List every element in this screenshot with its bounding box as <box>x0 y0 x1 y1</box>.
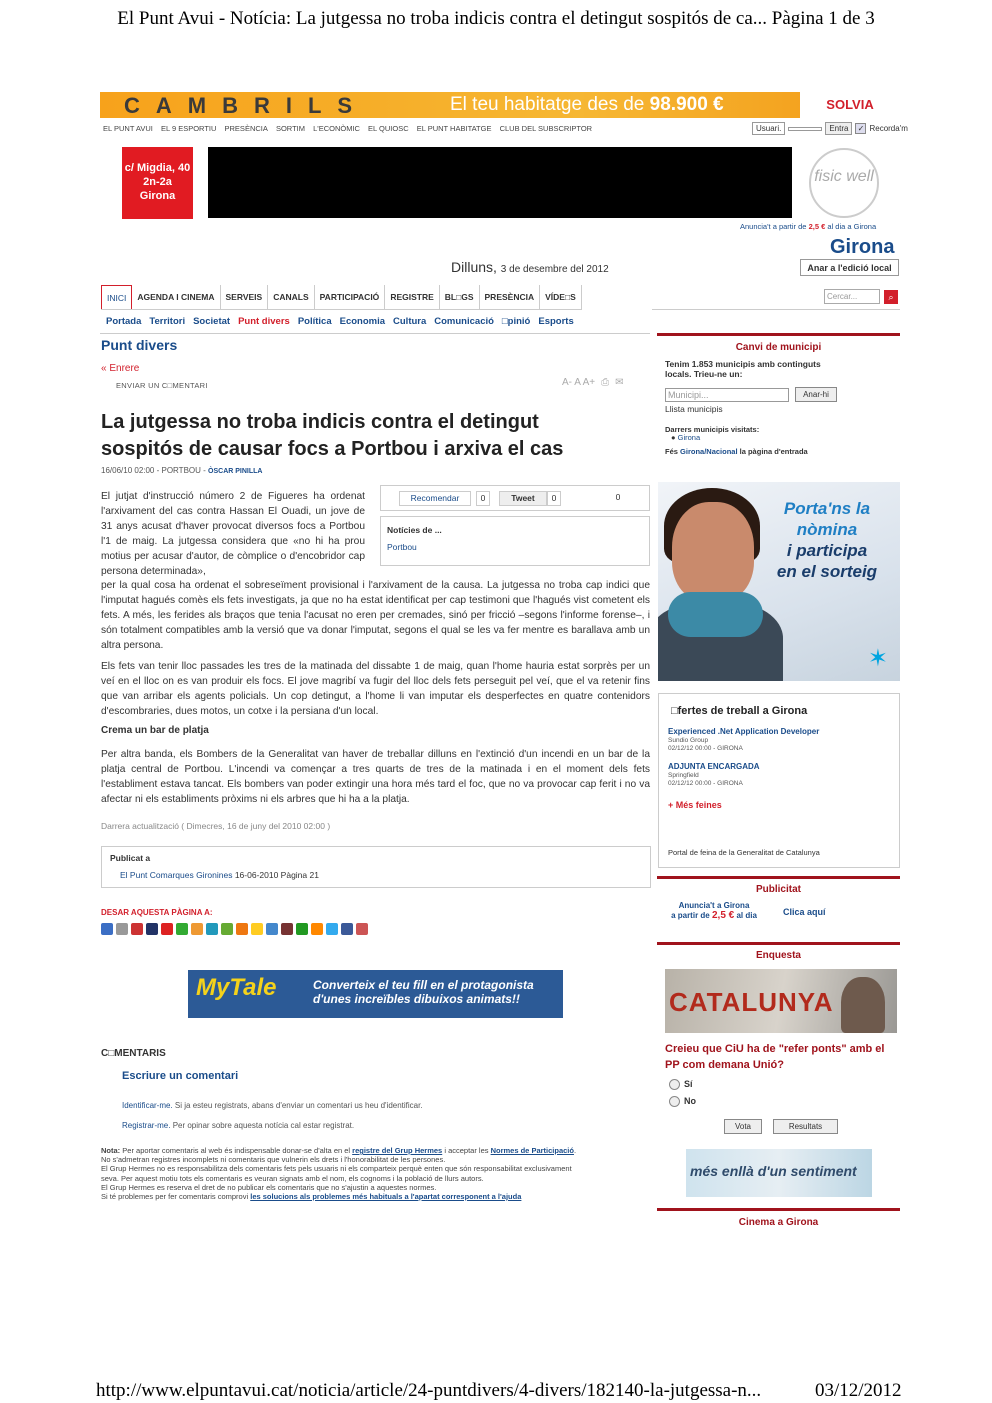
clica-aqui-link[interactable]: Clica aquí <box>783 907 826 917</box>
nav-blogs[interactable]: BL□GS <box>440 285 480 309</box>
login-bar <box>752 122 908 135</box>
meneame-icon[interactable] <box>161 923 173 935</box>
publicitat-title: Publicitat <box>755 884 801 895</box>
newsvine-icon[interactable] <box>281 923 293 935</box>
poll-option-si[interactable]: Sí <box>669 1079 693 1090</box>
job-1-title[interactable]: Experienced .Net Application Developer <box>668 727 820 736</box>
wikio-icon[interactable] <box>311 923 323 935</box>
related-news-title: Notícies de ... <box>387 525 442 535</box>
subnav-puntdivers[interactable]: Punt divers <box>238 316 290 327</box>
related-news-link[interactable]: Portbou <box>387 542 417 552</box>
share-count: 0 <box>615 492 621 502</box>
subnav-opinio[interactable]: □pinió <box>501 316 531 327</box>
cinema-title: Cinema a Girona <box>738 1217 819 1228</box>
recommend-button[interactable]: Recomendar <box>399 491 471 506</box>
remember-checkbox[interactable]: ✓ <box>855 123 866 134</box>
job-2-date: 02/12/12 00:00 - GIRONA <box>668 780 743 787</box>
mytale-logo: MyTale <box>196 974 277 1001</box>
write-comment-link[interactable]: Escriure un comentari <box>122 1070 239 1082</box>
anuncia-top-text[interactable]: Anuncia't a partir de 2,5 € al dia a Girona <box>740 222 877 231</box>
published-source: El Punt Comarques Gironines 16-06-2010 Pàgina 21 <box>120 870 319 880</box>
anar-hi-button[interactable]: Anar-hi <box>795 387 837 402</box>
other-share-icon[interactable] <box>356 923 368 935</box>
topnav-el9esportiu[interactable]: EL 9 ESPORTIU <box>160 124 217 133</box>
article-tools <box>562 377 623 388</box>
yahoo-icon[interactable] <box>251 923 263 935</box>
article-paragraph-3: Per altra banda, els Bombers de la Generalitat van haver de treballar dilluns en l'extinció d'un incendi en un bar de la platja central de Portbou. L'incendi va començar a tres quarts de tres de la matinada i en el moment dels fets l'establiment estava tancat. Els bombers van poder extingir una hora més tard el foc, que no va provocar cap ferit i no va afectar ni els establiments pròxims ni els arbres que hi ha a la platja. <box>101 749 650 805</box>
nav-participacio[interactable]: PARTICIPACIÓ <box>315 285 386 309</box>
address-ad-line1: c/ Migdia, 40 <box>124 162 191 174</box>
subnav-portada[interactable]: Portada <box>106 316 142 327</box>
subnav-economia[interactable]: Economia <box>339 316 386 327</box>
article-paragraph-2: Els fets van tenir lloc passades les tres de la matinada del dissabte 1 de maig, quan l'home hauria estat sorprès per un veí en el lloc on es van produir els focs. El jove magribí va fugir del lloc dels fets perseguit pel veí, que el va retenir fins que van arribar els agents policials. Un cop detingut, a l'home li van imputar els desperfectes en quatre contenidors d'escombraries, dues motos, un cotxe i la persiana d'un local. <box>101 661 650 717</box>
bookmark-icon[interactable] <box>116 923 128 935</box>
live-icon[interactable] <box>206 923 218 935</box>
username-input[interactable]: Usuari. <box>752 122 785 135</box>
banner-brand: CAMBRILS <box>124 93 369 118</box>
article-subhead: Crema un bar de platja <box>101 725 209 736</box>
password-input[interactable] <box>788 127 822 131</box>
subnav-territori[interactable]: Territori <box>149 316 186 327</box>
normes-link[interactable]: Normes de Participació <box>490 1146 574 1155</box>
published-label: Publicat a <box>110 853 151 863</box>
comments-heading: C□MENTARIS <box>101 1048 166 1059</box>
sentiment-ad[interactable]: més enllà d'un sentiment <box>686 1149 872 1197</box>
share-box <box>380 485 650 511</box>
cambrils-banner-ad[interactable] <box>100 92 900 118</box>
print-footer-url: http://www.elpuntavui.cat/noticia/article/24-puntdivers/4-divers/182140-la-jutgessa-n... <box>96 1380 762 1401</box>
delicious-icon[interactable] <box>146 923 158 935</box>
print-footer-date: 03/12/2012 <box>815 1380 902 1401</box>
job-1-company: Sundio Group <box>668 737 709 744</box>
login-button[interactable]: Entra <box>825 122 852 135</box>
remember-label: Recorda'm <box>869 124 908 133</box>
last-updated: Darrera actualització ( Dimecres, 16 de juny del 2010 02:00 ) <box>101 821 331 831</box>
municipi-text: Tenim 1.853 municipis amb continguts locals. Trieu-ne un: <box>665 359 821 379</box>
jobs-footer[interactable]: Portal de feina de la Generalitat de Catalunya <box>668 848 820 857</box>
twitter-icon[interactable] <box>326 923 338 935</box>
article-paragraph-1: per la qual cosa ha ordenat el sobreseïment provisional i l'arxivament de la causa. La jutgessa no troba cap indici que l'imputat hagués comès els fets investigats, ja que no ha estat identificat per cap testimoni que l'hagués vist cometent els fets. A més, les ferides als braços que tenia l'acusat no eren per cremades, sinó per fricció –segons l'informe forense–, i són totalment compatibles amb la versió que va donar l'imputat, segons el qual se les va fer mentre es barallava amb un altra persona. <box>101 580 650 651</box>
related-news-box <box>380 516 650 566</box>
topnav-presencia[interactable]: PRESÈNCIA <box>224 124 268 133</box>
registre-link[interactable]: registre del Grup Hermes <box>352 1146 443 1155</box>
subnav-societat[interactable]: Societat <box>193 316 231 327</box>
job-2-company: Springfield <box>668 772 699 779</box>
identify-row: Identificar-me. Si ja esteu registrats, abans d'enviar un comentari us heu d'identificar. <box>122 1101 423 1110</box>
sub-nav <box>106 316 574 327</box>
poll-radio-no[interactable] <box>669 1096 680 1107</box>
subnav-esports[interactable]: Esports <box>538 316 574 327</box>
topnav-quiosc[interactable]: EL QUIOSC <box>368 124 409 133</box>
nav-registre[interactable]: REGISTRE <box>385 285 439 309</box>
nav-videos[interactable]: VÍDE□S <box>540 285 582 309</box>
published-source-link[interactable]: El Punt Comarques Gironines <box>120 870 233 880</box>
municipi-input[interactable]: Municipi... <box>665 388 789 402</box>
municipis-list-link[interactable]: Llista municipis <box>665 404 723 414</box>
nav-serveis[interactable]: SERVEIS <box>221 285 269 309</box>
topnav-club[interactable]: CLUB DEL SUBSCRIPTOR <box>499 124 593 133</box>
address-ad[interactable] <box>122 147 193 219</box>
topnav-economic[interactable]: L'ECONÒMIC <box>313 124 360 133</box>
visited-label: Darrers municipis visitats: <box>665 425 760 434</box>
top-nav <box>103 124 598 133</box>
address-ad-line2: 2n-2a <box>143 176 172 188</box>
mytale-banner-ad[interactable] <box>188 970 563 1018</box>
poll-option-no[interactable]: No <box>669 1096 696 1107</box>
poll-question: Creieu que CiU ha de "refer ponts" amb el PP com demana Unió? <box>665 1043 885 1071</box>
recommend-count: 0 <box>476 491 490 506</box>
article-intro: El jutjat d'instrucció número 2 de Figueres ha ordenat l'arxivament del cas contra Hassan El Ouadi, un jove de 31 anys acusat d'haver provocat diversos focs a Portbou l'1 de maig. La jutgessa considera que «no hi ha prou motius per acusar d'autor, de còmplice o d'encobridor cap persona determinada», <box>101 491 365 577</box>
caixa-ad-text: Porta'ns la nòmina i participa en el sorteig <box>776 499 878 581</box>
nav-canals[interactable]: CANALS <box>268 285 314 309</box>
enquesta-title: Enquesta <box>755 950 801 961</box>
register-row: Registrar-me. Per opinar sobre aquesta notícia cal estar registrat. <box>122 1121 355 1130</box>
reddit-icon[interactable] <box>236 923 248 935</box>
current-date: Dilluns, 3 de desembre del 2012 <box>451 259 609 275</box>
blinklist-icon[interactable] <box>266 923 278 935</box>
font-size-controls[interactable]: A- A A+ <box>562 377 596 388</box>
header-banner-ad[interactable] <box>208 147 792 218</box>
jobs-box <box>658 693 900 868</box>
section-title: Punt divers <box>101 337 178 353</box>
back-link[interactable]: « Enrere <box>101 363 140 374</box>
social-bookmark-icons <box>101 923 368 935</box>
article-headline: La jutgessa no troba indicis contra el detingut sospitós de causar focs a Portbou i arxiva el cas <box>101 411 564 460</box>
job-1-date: 02/12/12 00:00 - GIRONA <box>668 745 743 752</box>
edition-city: Girona <box>830 236 895 258</box>
poll-radio-si[interactable] <box>669 1079 680 1090</box>
facebook-icon[interactable] <box>341 923 353 935</box>
technorati-icon[interactable] <box>176 923 188 935</box>
search-icon[interactable]: ⌕ <box>884 290 898 304</box>
topnav-sortim[interactable]: SORTIM <box>275 124 305 133</box>
results-button[interactable]: Resultats <box>773 1119 838 1134</box>
author-link[interactable]: ÒSCAR PINILLA <box>208 468 263 475</box>
subnav-cultura[interactable]: Cultura <box>393 316 427 327</box>
search-input[interactable]: Cercar... <box>824 289 880 304</box>
jobs-title: □fertes de treball a Girona <box>671 705 808 717</box>
published-box <box>101 846 651 888</box>
mytale-text: Converteix el teu fill en el protagonista d'unes increïbles dibuixos animats!! <box>313 978 534 1006</box>
print-icon[interactable]: ⎙ <box>601 377 610 388</box>
print-header: El Punt Avui - Notícia: La jutgessa no troba indicis contra el detingut sospitós de ca... Pàgina 1 de 3 <box>117 8 875 29</box>
stumble-icon[interactable] <box>191 923 203 935</box>
topnav-elpuntavui[interactable]: EL PUNT AVUI <box>103 124 153 133</box>
subnav-comunicacio[interactable]: Comunicació <box>434 316 494 327</box>
identify-link[interactable]: Identificar-me. <box>122 1101 173 1110</box>
tweet-button[interactable]: Tweet <box>499 491 547 506</box>
tweet-count: 0 <box>547 491 561 506</box>
subnav-politica[interactable]: Política <box>297 316 332 327</box>
set-homepage: Fés Girona/Nacional la pàgina d'entrada <box>665 447 808 456</box>
municipi-title: Canvi de municipi <box>735 342 822 353</box>
search-bar <box>824 289 898 304</box>
set-homepage-link[interactable]: Girona/Nacional <box>680 447 738 456</box>
visited-girona-link[interactable]: Girona <box>677 433 701 442</box>
local-edition-button[interactable]: Anar a l'edició local <box>800 259 899 276</box>
fisicwell-logo[interactable]: fisic well <box>809 148 879 218</box>
caixa-nomina-ad[interactable] <box>658 482 900 681</box>
email-icon[interactable]: ✉ <box>615 377 624 388</box>
nav-inici[interactable]: INICI <box>101 285 132 309</box>
fresqui-icon[interactable] <box>296 923 308 935</box>
nav-agenda[interactable]: AGENDA I CINEMA <box>132 285 220 309</box>
vote-button[interactable]: Vota <box>724 1119 762 1134</box>
help-link[interactable]: les solucions als problemes més habituals a l'apartat corresponent a l'ajuda <box>250 1192 522 1202</box>
solvia-logo: SOLVIA <box>800 92 900 118</box>
visited-item: ● Girona <box>671 433 701 442</box>
job-2-title[interactable]: ADJUNTA ENCARGADA <box>668 762 760 771</box>
digg-icon[interactable] <box>131 923 143 935</box>
more-jobs-link[interactable]: + Més feines <box>668 800 722 810</box>
comments-note: Nota: Per aportar comentaris al web és indispensable donar-se d'alta en el registre del Grup Hermes i acceptar les Normes de Participació. No s'admetran registres incomplets ni comentaris que vulnerin els drets i l'honorabilitat de les persones. El Grup Hermes no es responsabilitza dels comentaris fets pels usuaris ni els comparteix perquè enten que són responsabilitat exclusivament seva. Per aquest motiu tots els comentaris es veuran signats amb el nom, els cognoms i la població de llurs autors. El Grup Hermes es reserva el dret de no publicar els comentaris que no s'ajustin a aquestes normes. Si té problemes per fer comentaris comprovi les solucions als problemes més habituals a l'apartat corresponent a l'ajuda <box>101 1146 577 1202</box>
article-byline: 16/06/10 02:00 - PORTBOU - ÒSCAR PINILLA <box>101 466 263 475</box>
banner-tagline: El teu habitatge des de 98.900 € <box>450 94 724 115</box>
furl-icon[interactable] <box>221 923 233 935</box>
publicitat-ad[interactable]: Anuncia't a Girona a partir de 2,5 € al dia <box>671 901 757 921</box>
caixa-star-icon: ✶ <box>867 645 888 672</box>
register-link[interactable]: Registrar-me. <box>122 1121 171 1130</box>
google-icon[interactable] <box>101 923 113 935</box>
save-page-label: DESAR AQUESTA PÀGINA A: <box>101 908 213 917</box>
address-ad-line3: Girona <box>139 190 176 202</box>
send-comment-link[interactable]: ENVIAR UN C□MENTARI <box>116 381 208 390</box>
nav-presencia[interactable]: PRESÈNCIA <box>480 285 541 309</box>
poll-image: CATALUNYA <box>665 969 897 1033</box>
main-nav <box>101 285 582 310</box>
topnav-habitatge[interactable]: EL PUNT HABITATGE <box>416 124 492 133</box>
